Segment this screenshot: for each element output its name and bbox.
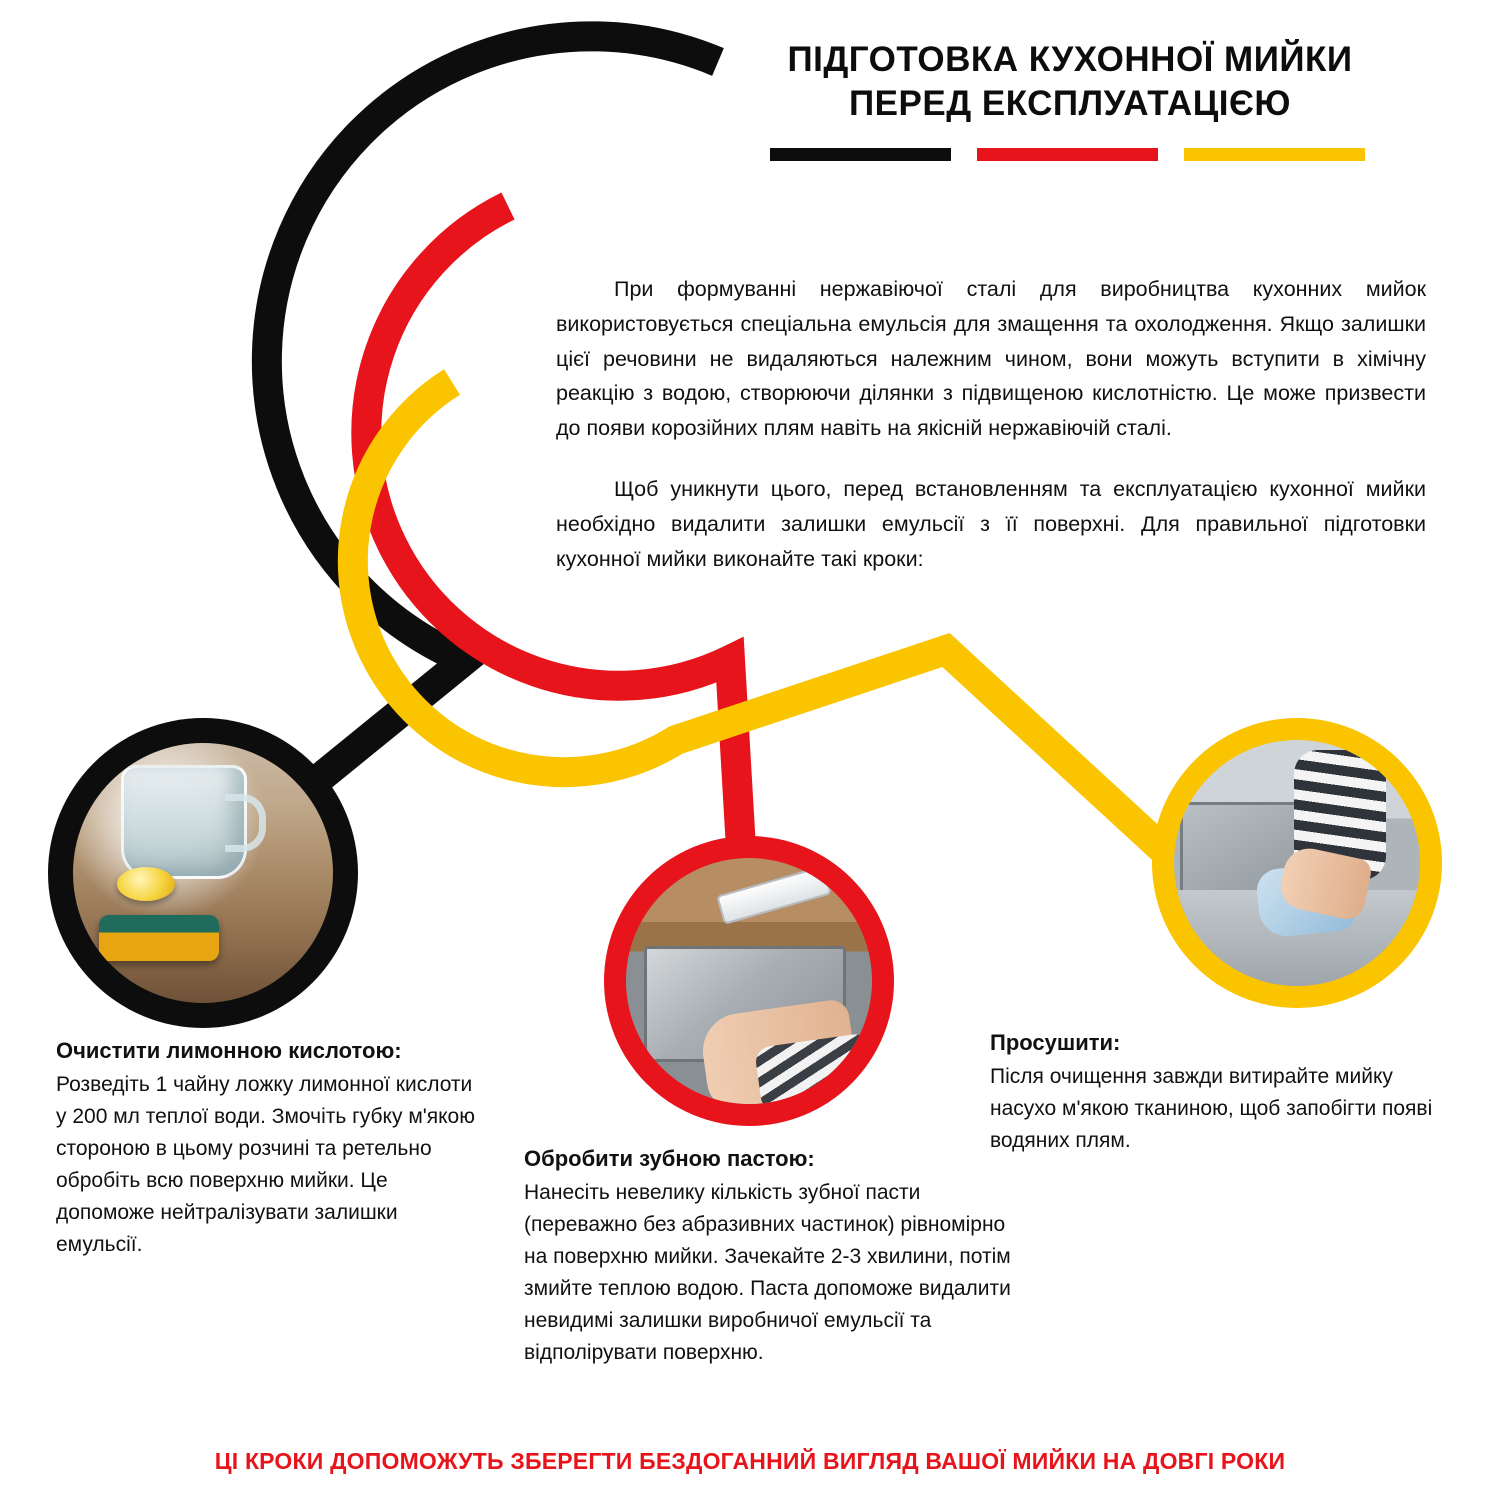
header-rule-divider — [770, 148, 1365, 161]
step-title-citric-acid: Очистити лимонною кислотою: — [56, 1038, 402, 1063]
step-title-toothpaste: Обробити зубною пастою: — [524, 1146, 815, 1171]
toothpaste-tube-shape — [716, 865, 832, 925]
page-title-line-1: ПІДГОТОВКА КУХОННОЇ МИЙКИ — [787, 40, 1353, 79]
intro-paragraph-1: При формуванні нержавіючої сталі для виробництва кухонних мийок використовується спеціальна емульсія для змащення та охолодження. Якщо залишки цієї речовини не видаляються належним чином, вони можуть вступити в хімічну реакцію з водою, створюючи ділянки з підвищеною кислотністю. Це може призвести до появи корозійних плям навіть на якісній нержавіючій сталі. — [556, 277, 1426, 441]
step-caption-citric-acid — [56, 1038, 486, 1260]
intro-text-block — [556, 272, 1426, 577]
step-body-citric-acid: Розведіть 1 чайну ложку лимонної кислоти у 200 мл теплої води. Змочіть губку м'якою стороною в цьому розчині та ретельно обробіть всю поверхню мийки. Це допоможе нейтралізувати залишки емульсії. — [56, 1073, 475, 1256]
footer-slogan: ЦІ КРОКИ ДОПОМОЖУТЬ ЗБЕРЕГТИ БЕЗДОГАННИЙ ВИГЛЯД ВАШОЇ МИЙКИ НА ДОВГІ РОКИ — [214, 1448, 1286, 1474]
sponge-shape — [99, 915, 219, 961]
intro-paragraph-2: Щоб уникнути цього, перед встановленням та експлуатацією кухонної мийки необхідно видалити залишки емульсії з її поверхні. Для правильної підготовки кухонної мийки виконайте такі кроки: — [556, 477, 1426, 571]
jug-lemon-sponge-photo — [73, 743, 333, 1003]
step-title-drying: Просушити: — [990, 1030, 1121, 1055]
drying-sink-cloth-photo — [1174, 740, 1420, 986]
step-photo-drying — [1152, 718, 1442, 1008]
lemon-half-shape — [117, 867, 175, 901]
rule-segment-black — [770, 148, 951, 161]
rule-segment-red — [977, 148, 1158, 161]
toothpaste-sink-polish-photo — [626, 858, 872, 1104]
rule-segment-gold — [1184, 148, 1365, 161]
water-jug-shape — [121, 765, 247, 879]
step-body-drying: Після очищення завжди витирайте мийку насухо м'якою тканиною, щоб запобігти появі водяних плям. — [990, 1065, 1433, 1152]
step-photo-toothpaste — [604, 836, 894, 1126]
step-caption-drying — [990, 1030, 1460, 1157]
step-photo-citric-acid — [48, 718, 358, 1028]
step-caption-toothpaste — [524, 1146, 1016, 1368]
page-title — [740, 38, 1400, 126]
step-body-toothpaste: Нанесіть невелику кількість зубної пасти (переважно без абразивних частинок) рівномірно на поверхню мийки. Зачекайте 2-3 хвилини, потім змийте теплою водою. Паста допоможе видалити невидимі залишки виробничої емульсії та відполірувати поверхню. — [524, 1181, 1011, 1364]
page-title-line-2: ПЕРЕД ЕКСПЛУАТАЦІЄЮ — [849, 83, 1291, 123]
